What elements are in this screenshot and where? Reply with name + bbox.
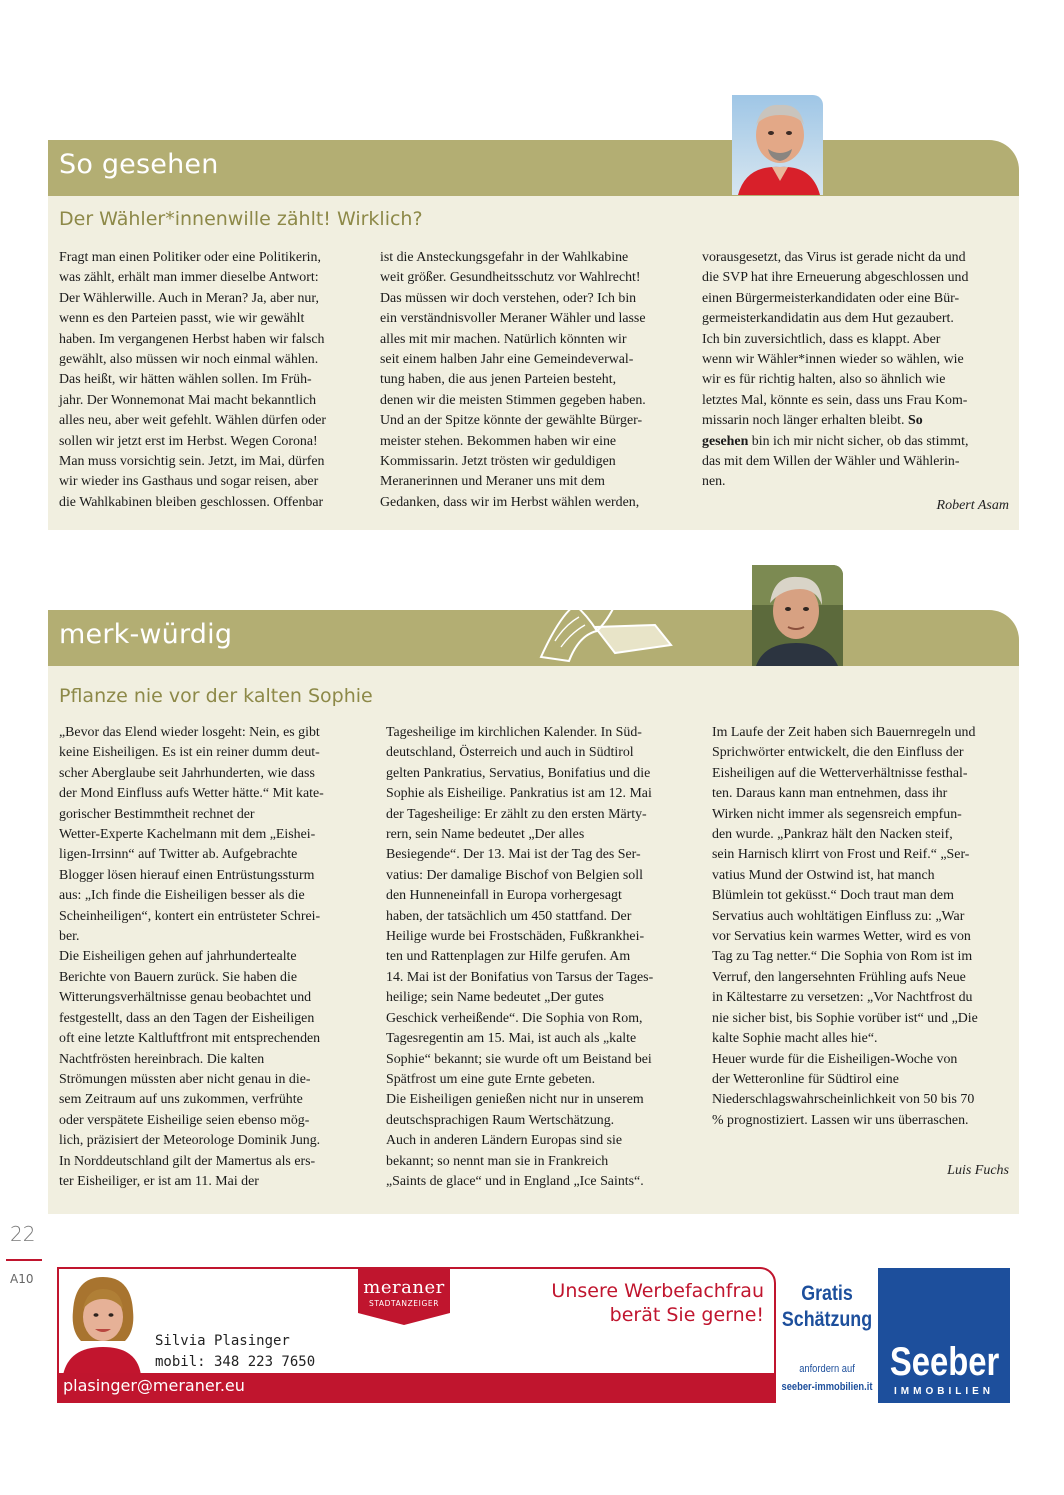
article-column-3: vorausgesetzt, das Virus ist gerade nicht da und die SVP hat ihre Erneuerung abgeschlossen und einen Bürgermeisterkandidaten oder eine Bür- germeisterkandidatin aus dem Hut gezaubert. Ich bin zuversichtlich, dass es klappt. Aber wenn wir Wähler*innen wieder so wählen, wie wir es für richtig halten, also so ähnlich wie letztes Mal, könnte es sein, dass uns Frau Kom- missarin noch länger erhalten bleibt. So gesehen bin ich mir nicht sicher, ob das stimmt, das mit dem Willen der Wähler und Wählerin- nen. [702,250,969,490]
article-column-3: Im Laufe der Zeit haben sich Bauernregeln und Sprichwörter entwickelt, die den Einfluss der Eisheiligen auf die Wetterverhältnisse festhal- ten. Daraus kann man entnehmen, dass ihr Wirken nicht immer als segensreich empfun- den wurde. „Pankraz hält den Nacken steif, sein Harnisch klirrt von Frost und Reif.“ „Ser- vatius Mund der Ostwind ist, hat manch Blümlein tot geküsst.“ Doch traut man dem Servatius auch wohltätigen Einfluss zu: „War vor Servatius kein warmes Wetter, wird es von Tag zu Tag netter.“ Die Sophia von Rom ist im Verruf, den langersehnten Frühling aufs Neue in Kältestarre zu versetzen: „Vor Nachtfrost du nie sicher bist, bis Sophie vorüber ist“ und „Die kalte Sophie macht alles hie“. Heuer wurde für die Eisheiligen-Woche von der Wetteronline für Südtirol eine Niederschlagswahrscheinlichkeit von 50 bis 70 % prognostiziert. Lassen wir uns überraschen. [712,725,978,1128]
meraner-logo-text: meraner [363,1277,445,1298]
page-number: 22 [10,1222,36,1246]
article-column-1: „Bevor das Elend wieder losgeht: Nein, es gibt keine Eisheiligen. Es ist ein reiner dumm deut- scher Aberglaube seit Jahrhunderten, wie dass der Mond Einfluss aufs Wetter hätte.“ Mit kate- gorischer Bestimmtheit rechnet der Wetter-Experte Kachelmann mit dem „Eishei- ligen-Irrsinn“ auf Twitter ab. Aufgebrachte Blogger lösen hierauf einen Entrüstungssturm aus: „Ich finde die Eisheiligen besser als die Scheinheiligen“, kontert ein entrüsteter Schrei- ber. Die Eisheiligen gehen auf jahrhundertealte Berichte von Bauern zurück. Sie haben die Witterungsverhältnisse genau beobachtet und festgestellt, dass an den Tagen der Eisheiligen oft eine letzte Kaltluftfront mit entsprechenden Nachtfrösten hereinbrach. Die kalten Strömungen müssten aber nicht genau in die- sem Zeitraum auf uns zukommen, verfrühte oder verspätete Eisheilige seien ebenso mög- lich, präzisiert der Meteorologe Dominik Jung. In Norddeutschland gilt der Mamertus als ers- ter Eisheiliger, er ist am 11. Mai der [59,725,324,1189]
section-title: merk-würdig [59,619,233,650]
seeber-schaetzung-text: Schätzung [781,1308,873,1331]
section-header-band [48,140,1019,196]
seeber-website-link[interactable]: seeber-immobilien.it [781,1381,873,1393]
ad-footer-bar [59,1373,774,1401]
author-photo-luis-fuchs [752,565,843,666]
page-code: A10 [10,1272,34,1286]
article-author: Luis Fuchs [947,1163,1009,1178]
so-gesehen-section [48,96,1019,530]
meraner-ad [57,1267,776,1403]
merk-wuerdig-section [48,565,1019,1214]
article-column-2: Tagesheilige im kirchlichen Kalender. In Süd- deutschland, Österreich und auch in Südtirol gelten Pankratius, Servatius, Bonifatius und die Sophie als Eisheilige. Pankratius ist am 12. Mai der Tagesheilige: Er zählt zu den ersten Märty- rern, sein Name bedeutet „Der alles Besiegende“. Der 13. Mai ist der Tag des Ser- vatius: Der damalige Bischof von Belgien soll den Hunneneinfall in Europa vorhergesagt haben, der tatsächlich um 450 stattfand. Der Heilige wurde bei Frostschäden, Fußkrankhei- ten und Rattenplagen zur Hilfe gerufen. Am 14. Mai ist der Bonifatius von Tarsus der Tages- heilige; sein Name bedeutet „Der gutes Geschick verheißende“. Die Sophia von Rom, Tagesregentin am 15. Mai, ist auch als „kalte Sophie“ bekannt; sie wurde oft um Beistand bei Spätfrost um eine gute Ernte gebeten. Die Eisheiligen genießen nicht nur in unserem deutschsprachigen Raum Wertschätzung. Auch in anderen Ländern Europas sind sie bekannt; so nennt man sie in Frankreich „Saints de glace“ und in England „Ice Saints“. [386,725,654,1189]
seeber-logo-box [878,1268,1010,1403]
ad-contact-name: Silvia Plasinger [155,1333,290,1349]
article-headline: Der Wähler*innenwille zählt! Wirklich? [59,208,423,230]
seeber-logo-text: Seeber [889,1340,1000,1384]
ad-slogan-line-1: Unsere Werbefachfrau [551,1280,764,1302]
seeber-logo-subtext: IMMOBILIEN [894,1386,994,1397]
ad-slogan-line-2: berät Sie gerne! [609,1304,764,1326]
page-number-divider [6,1259,42,1261]
ad-email-link[interactable]: plasinger@meraner.eu [63,1376,245,1395]
author-photo-robert-asam [732,95,823,195]
article-column-1: Fragt man einen Politiker oder eine Politikerin, was zählt, erhält man immer dieselbe Antwort: Der Wählerwille. Auch in Meran? Ja, aber nur, wenn es den Parteien passt, wie wir gewählt haben. Im vergangenen Herbst haben wir falsch gewählt, also müssen wir noch einmal wählen. Das heißt, wir hätten wählen sollen. Im Früh- jahr. Der Wonnemonat Mai macht bekanntlich alles neu, aber weit gefehlt. Wählen dürfen oder sollen wir jetzt erst im Herbst. Wegen Corona! Man muss vorsichtig sein. Jetzt, im Mai, dürfen wir wieder ins Gasthaus und sogar reisen, aber die Wahlkabinen bleiben geschlossen. Offenbar [59,250,327,510]
meraner-logo-subtext: STADTANZEIGER [368,1299,440,1308]
seeber-immobilien-ad [777,1268,1010,1403]
article-author: Robert Asam [936,498,1009,513]
article-column-2: ist die Ansteckungsgefahr in der Wahlkabine weit größer. Gesundheitsschutz vor Wahlrecht! Das müssen wir doch verstehen, oder? Ich bin ein verständnisvoller Meraner Wähler und lasse alles mit mir machen. Natürlich könnten wir seit einem halben Jahr eine Gemeindeverwal- tung haben, die aus jenen Parteien besteht, denen wir die meisten Stimmen gegeben haben. Und an der Spitze könnte der gewählte Bürger- meister stehen. Bekommen haben wir eine Kommissarin. Jetzt trösten wir geduldigen Meranerinnen und Meraner uns mit dem Gedanken, dass wir im Herbst wählen werden, [380,250,646,510]
section-header-band [48,610,1019,666]
seeber-request-text: anfordern auf [799,1363,855,1375]
ad-contact-photo [63,1271,141,1375]
article-panel [48,196,1019,530]
open-book-icon [535,587,680,667]
seeber-gratis-text: Gratis [801,1282,853,1305]
article-headline: Pflanze nie vor der kalten Sophie [59,685,373,707]
ad-contact-phone: mobil: 348 223 7650 [155,1354,316,1370]
section-title: So gesehen [59,149,219,180]
article-panel [48,666,1019,1214]
